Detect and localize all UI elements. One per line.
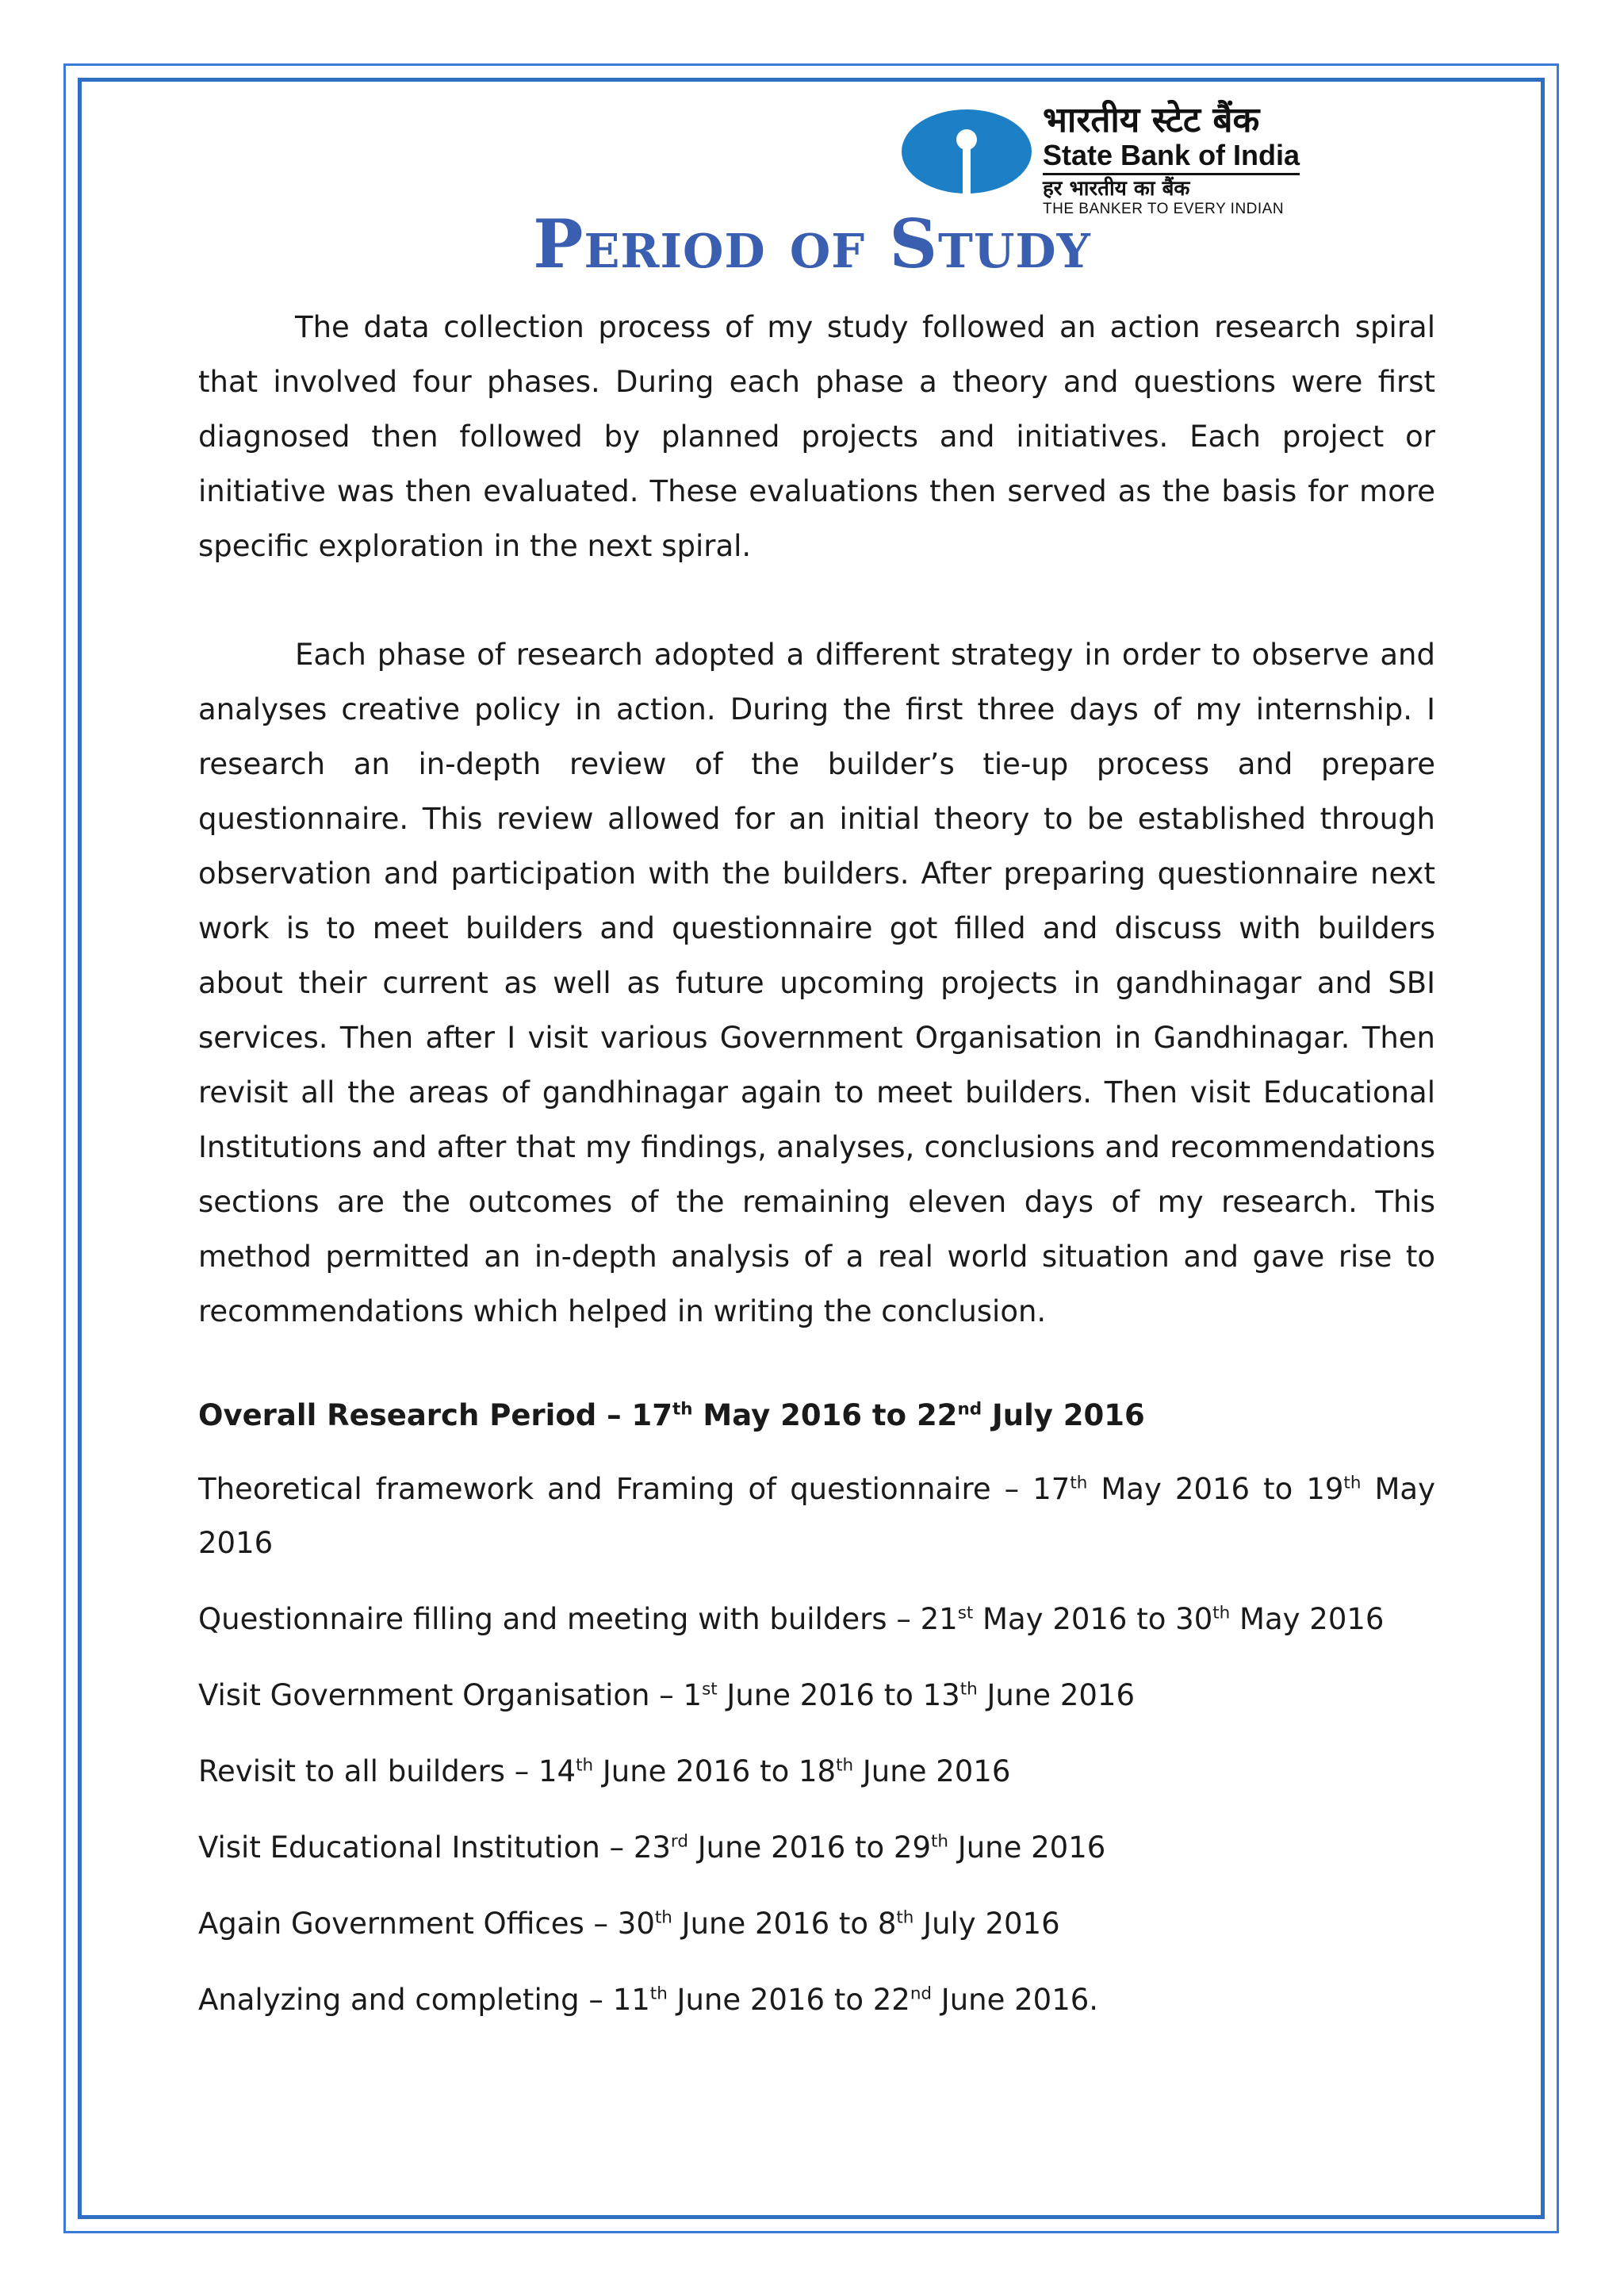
schedule-start-day: 30 [617, 1907, 655, 1941]
schedule-start-rest: June 2016 to [667, 1983, 873, 2017]
logo-english-name: State Bank of India [1043, 140, 1300, 175]
schedule-end-suffix: th [1212, 1603, 1231, 1623]
schedule-start-suffix: rd [670, 1831, 688, 1852]
overall-end-day: 22 [916, 1398, 958, 1432]
schedule-item [198, 1897, 1435, 1951]
schedule-item [198, 1821, 1435, 1875]
overall-label: Overall Research Period – [198, 1398, 632, 1432]
schedule-start-rest: May 2016 to [1087, 1472, 1307, 1506]
overall-start-rest: May 2016 to [692, 1398, 917, 1432]
schedule-end-suffix: th [896, 1907, 914, 1928]
schedule-end-suffix: th [931, 1831, 949, 1852]
logo-hindi-name: भारतीय स्टेट बैंक [1043, 100, 1260, 140]
schedule-start-suffix: th [1070, 1473, 1088, 1493]
schedule-item [198, 1973, 1435, 2027]
schedule-end-day: 22 [872, 1983, 910, 2017]
schedule-start-day: 21 [920, 1602, 958, 1636]
paragraph-intro: The data collection process of my study followed an action research spiral that involved four phases. During each phase a theory and questions were first diagnosed then followed by planned projects and initiatives. Each project or initiative was then evaluated. These evaluations then served as the basis for more specific exploration in the next spiral. [198, 310, 1435, 563]
schedule-start-day: 17 [1032, 1472, 1071, 1506]
schedule-start-day: 1 [683, 1678, 703, 1712]
logo-tagline: THE BANKER TO EVERY INDIAN [1043, 201, 1285, 217]
schedule-end-day: 13 [922, 1678, 960, 1712]
schedule-start-suffix: st [957, 1603, 974, 1623]
schedule-end-suffix: th [1343, 1473, 1362, 1493]
schedule-end-day: 18 [799, 1754, 837, 1788]
overall-start-day: 17 [631, 1398, 673, 1432]
schedule-start-rest: May 2016 to [973, 1602, 1176, 1636]
schedule-label: Again Government Offices – [198, 1907, 618, 1941]
schedule-end-rest: June 2016 [853, 1754, 1011, 1788]
schedule-label: Visit Educational Institution – [198, 1830, 634, 1865]
schedule-end-day: 29 [893, 1830, 931, 1865]
sbi-logo-wordmark [1043, 102, 1423, 218]
document-body [198, 300, 1435, 2049]
schedule-start-suffix: th [654, 1907, 672, 1928]
overall-end-suffix: nd [957, 1399, 982, 1420]
schedule-end-rest: June 2016 [977, 1678, 1135, 1712]
schedule-start-day: 11 [612, 1983, 650, 2017]
schedule-end-suffix: th [836, 1755, 854, 1776]
schedule-end-rest: June 2016. [932, 1983, 1099, 2017]
schedule-end-day: 8 [877, 1907, 897, 1941]
schedule-item [198, 1462, 1435, 1570]
schedule-label: Theoretical framework and Framing of questionnaire – [198, 1472, 1033, 1506]
schedule-start-rest: June 2016 to [672, 1907, 878, 1941]
schedule-start-rest: June 2016 to [717, 1678, 923, 1712]
overall-research-period [198, 1393, 1435, 1439]
schedule-label: Questionnaire filling and meeting with builders – [198, 1602, 921, 1636]
schedule-end-day: 19 [1306, 1472, 1344, 1506]
schedule-end-rest: June 2016 [948, 1830, 1106, 1865]
schedule-item [198, 1745, 1435, 1799]
schedule-item [198, 1669, 1435, 1723]
paragraph-phases: Each phase of research adopted a different strategy in order to observe and analyses creative policy in action. During the first three days of my internship. I research an in-depth review of the builder’s tie-up process and prepare questionnaire. This review allowed for an initial theory to be established through observation and participation with the builders. After preparing questionnaire next work is to meet builders and questionnaire got filled and discuss with builders about their current as well as future upcoming projects in gandhinagar and SBI services. Then after I visit various Government Organisation in Gandhinagar. Then revisit all the areas of gandhinagar again to meet builders. Then visit Educational Institutions and after that my findings, analyses, conclusions and recommendations sections are the outcomes of the remaining eleven days of my research. This method permitted an in-depth analysis of a real world situation and gave rise to recommendations which helped in writing the conclusion. [198, 638, 1435, 1328]
schedule-start-day: 14 [538, 1754, 576, 1788]
schedule-end-day: 30 [1175, 1602, 1213, 1636]
sbi-logo [900, 100, 1423, 217]
schedule-end-rest: July 2016 [914, 1907, 1060, 1941]
schedule-start-suffix: st [702, 1679, 718, 1700]
schedule-label: Visit Government Organisation – [198, 1678, 684, 1712]
schedule-end-suffix: th [959, 1679, 978, 1700]
schedule-end-rest: May 2016 [1230, 1602, 1385, 1636]
schedule-item [198, 1593, 1435, 1646]
schedule-end-rest: May 2016 [198, 1472, 1435, 1560]
schedule-start-rest: June 2016 to [593, 1754, 799, 1788]
schedule-label: Revisit to all builders – [198, 1754, 538, 1788]
schedule-start-suffix: th [576, 1755, 594, 1776]
schedule-start-suffix: th [649, 1984, 668, 2004]
schedule-label: Analyzing and completing – [198, 1983, 613, 2017]
logo-hindi-tagline: हर भारतीय का बैंक [1043, 177, 1190, 201]
page-title: Period of Study [533, 205, 1091, 283]
schedule-end-suffix: nd [910, 1984, 933, 2004]
schedule-start-day: 23 [633, 1830, 671, 1865]
overall-start-suffix: th [672, 1399, 693, 1420]
overall-end-rest: July 2016 [982, 1398, 1145, 1432]
schedule-start-rest: June 2016 to [688, 1830, 894, 1865]
sbi-logo-icon [900, 108, 1033, 195]
